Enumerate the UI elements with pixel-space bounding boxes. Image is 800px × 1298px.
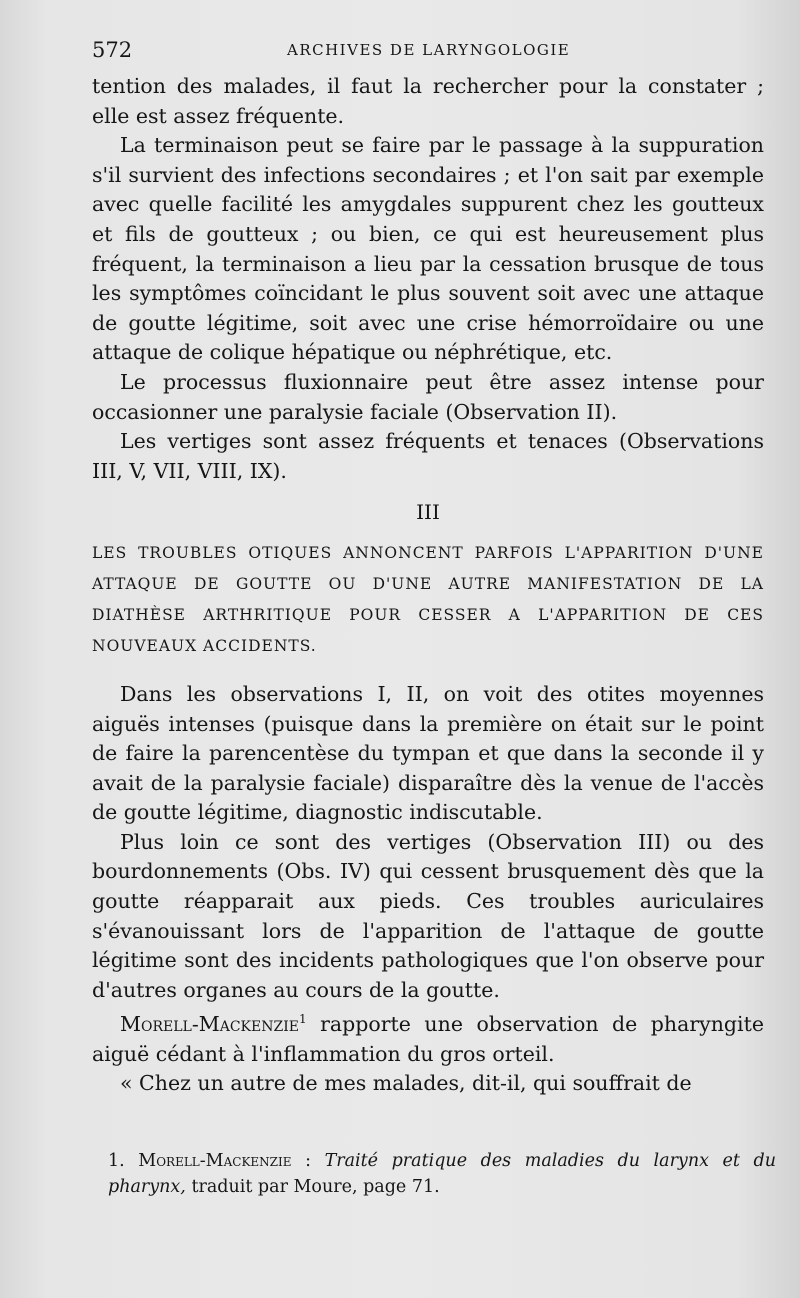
section-number: III — [416, 500, 440, 525]
paragraph-1: tention des malades, il faut la rechercher pour la constater ; elle est assez fréquente. — [92, 74, 764, 128]
paragraph-5: Dans les observations I, II, on voit des otites moyennes aiguës intenses (puisque dans la première on était sur le point de faire la parencentèse du tympan et que dans la seconde il y avait de la paralysie faciale) disparaître dès la venue de l'accès de goutte légitime, diagnostic indiscutable. — [92, 681, 764, 825]
footnote-rest: traduit par Moure, page 71. — [185, 1177, 440, 1197]
running-head: ARCHIVES DE LARYNGOLOGIE — [287, 41, 571, 59]
cited-author: Morell-Mackenzie — [120, 1012, 299, 1037]
paragraph-6: Plus loin ce sont des vertiges (Observation III) ou des bourdonnements (Obs. IV) qui cessent brusquement dès que la goutte réapparait aux pieds. Ces troubles auriculaires s'évanouissant lors de l'apparition de l'attaque de goutte légitime sont des incidents pathologiques que l'on observe pour d'autres organes au cours de la goutte. — [92, 829, 764, 1002]
section-title: LES TROUBLES OTIQUES ANNONCENT PARFOIS L'APPARITION D'UNE ATTAQUE DE GOUTTE OU D'UNE AUTRE MANIFESTATION DE LA DIATHÈSE ARTHRITIQUE POUR CESSER A L'APPARITION DE CES NOUVEAUX ACCIDENTS. — [92, 543, 764, 655]
page-number: 572 — [92, 38, 133, 62]
paragraph-7 — [92, 1005, 764, 1069]
footnote-title: Traité pratique des maladies du larynx et du pharynx, — [108, 1151, 776, 1197]
footnote-reference: 1 — [298, 1012, 307, 1027]
paragraph-2: La terminaison peut se faire par le passage à la suppuration s'il survient des infections secondaires ; et l'on sait par exemple avec quelle facilité les amygdales suppurent chez les goutteux et fils de goutteux ; ou bien, ce qui est heureusement plus fréquent, la terminaison a lieu par la cessation brusque de tous les symptômes coïncidant le plus souvent soit avec une attaque de goutte légitime, soit avec une crise hémorroïdaire ou une attaque de colique hépatique ou néphrétique, etc. — [92, 133, 764, 365]
paragraph-8: « Chez un autre de mes malades, dit-il, qui souffrait de — [120, 1071, 692, 1096]
page-body — [92, 72, 764, 1099]
paragraph-7-text: rapporte une observation de pharyngite aiguë cédant à l'inflammation du gros orteil. — [92, 1012, 764, 1066]
footnote-number: 1. — [108, 1151, 125, 1171]
paragraph-4: Les vertiges sont assez fréquents et tenaces (Observations III, V, VII, VIII, IX). — [92, 429, 764, 483]
footnote-author: Morell-Mackenzie : — [138, 1151, 311, 1171]
paragraph-3: Le processus fluxionnaire peut être assez intense pour occasionner une paralysie faciale (Observation II). — [92, 369, 764, 424]
footnote — [108, 1148, 776, 1200]
page-header — [92, 38, 772, 68]
